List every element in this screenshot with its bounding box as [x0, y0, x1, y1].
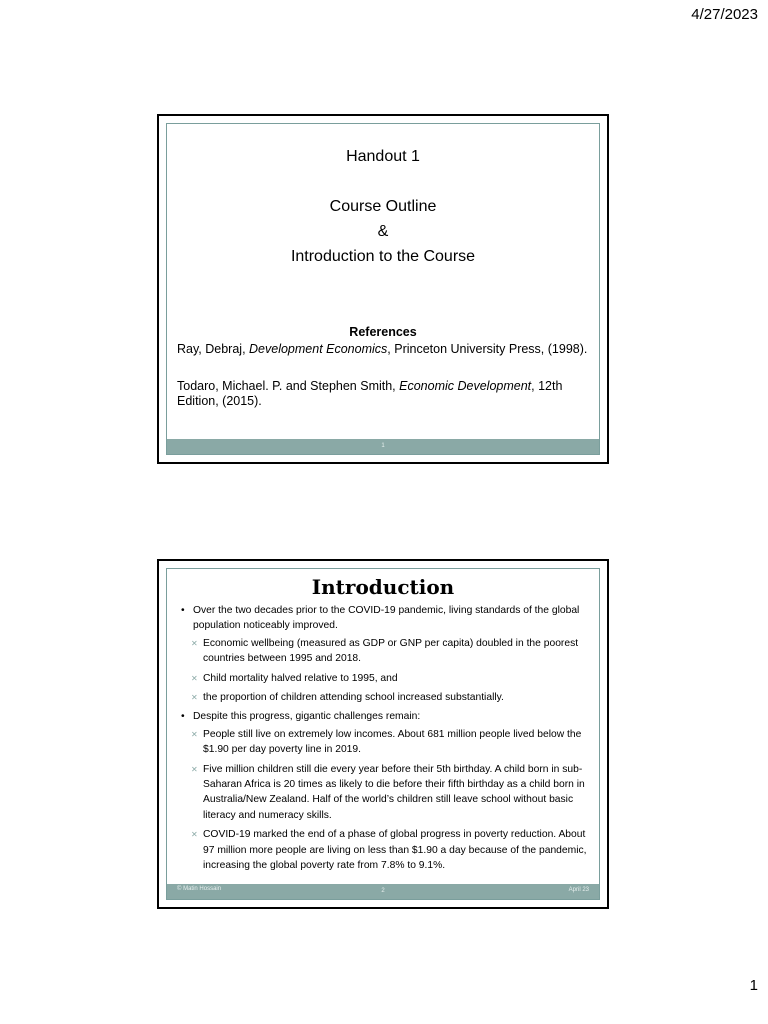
slide-2-number: 2 [381, 888, 385, 894]
ref2-title: Economic Development [399, 379, 532, 393]
slide-2-date: April 23 [568, 887, 589, 893]
slide-2-content [166, 568, 600, 900]
bullet-list [181, 603, 591, 878]
ref1-author: Ray, Debraj, [177, 342, 250, 356]
cross-bullet-icon: ✕ [191, 729, 198, 739]
reference-1 [177, 342, 589, 357]
slide-1-number: 1 [381, 443, 385, 449]
cross-bullet-icon: ✕ [191, 673, 198, 683]
bullet-dot-icon: • [181, 711, 185, 723]
sub-bullet-item [181, 636, 591, 667]
slide-1-content [166, 123, 600, 455]
page-number: 1 [749, 977, 758, 994]
sub-bullet-text: Economic wellbeing (measured as GDP or GNP per capita) doubled in the poorest countries between 1995 and 2018. [203, 637, 579, 665]
slide-2-footer [167, 884, 599, 899]
cross-bullet-icon: ✕ [191, 764, 198, 774]
page-date: 4/27/2023 [691, 6, 758, 23]
slide-1-footer [167, 439, 599, 454]
bullet-item [181, 603, 591, 634]
bullet-item [181, 709, 591, 724]
bullet-dot-icon: • [181, 605, 185, 616]
course-outline-title: Course Outline [329, 198, 437, 215]
ref1-title: Development Economics [249, 342, 388, 356]
handout-title: Handout 1 [346, 148, 420, 165]
ref2-author: Todaro, Michael. P. and Stephen Smith, [177, 379, 400, 393]
ampersand: & [377, 223, 389, 240]
sub-bullet-text: the proportion of children attending school increased substantially. [203, 692, 504, 704]
slide-2-copyright: © Matin Hossain [177, 886, 222, 892]
sub-bullet-item [181, 762, 591, 824]
sub-bullet-text: COVID-19 marked the end of a phase of global progress in poverty reduction. About 97 million more people are living on less than $1.90 a day because of the pandemic, increasing the global poverty rate from 7.8% to 9.1%. [203, 829, 587, 872]
references-heading: References [349, 325, 417, 339]
slide-2 [157, 559, 609, 909]
sub-bullet-item [181, 827, 591, 873]
introduction-title: Introduction [311, 575, 455, 599]
slide-1 [157, 114, 609, 464]
sub-bullet-text: Child mortality halved relative to 1995, and [203, 672, 398, 684]
sub-bullet-text: People still live on extremely low incomes. About 681 million people lived below the $1.90 per day poverty line in 2019. [203, 728, 582, 756]
bullet-text: Over the two decades prior to the COVID-19 pandemic, living standards of the global population noticeably improved. [193, 605, 580, 632]
cross-bullet-icon: ✕ [191, 693, 198, 703]
intro-title: Introduction to the Course [290, 248, 476, 265]
reference-2 [177, 379, 589, 409]
ref2-rest: , 12th Edition, (2015). [177, 379, 563, 408]
cross-bullet-icon: ✕ [191, 638, 198, 648]
sub-bullet-item [181, 727, 591, 758]
sub-bullet-item [181, 690, 591, 705]
cross-bullet-icon: ✕ [191, 830, 198, 840]
bullet-text: Despite this progress, gigantic challenges remain: [193, 711, 421, 723]
sub-bullet-text: Five million children still die every year before their 5th birthday. A child born in sub-Saharan Africa is 20 times as likely to die before their fifth birthday as a child born in Australia/New Zealand. Half of the world’s children still leave school without basic literacy and numeracy skills. [203, 763, 585, 821]
sub-bullet-item [181, 671, 591, 686]
ref1-rest: , Princeton University Press, (1998). [387, 342, 588, 356]
